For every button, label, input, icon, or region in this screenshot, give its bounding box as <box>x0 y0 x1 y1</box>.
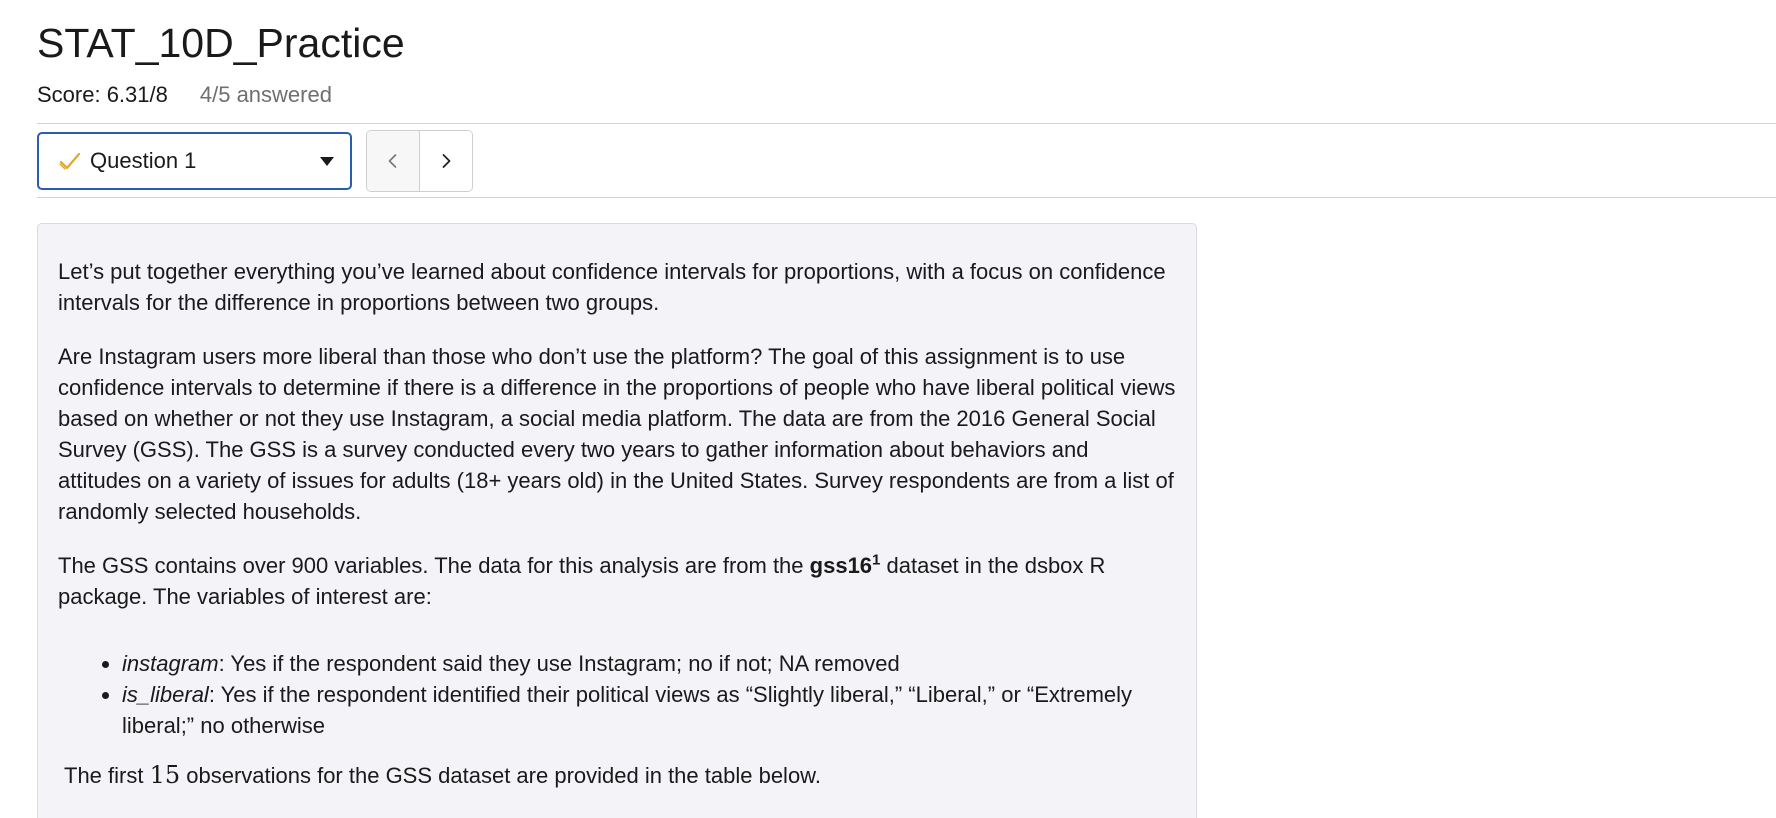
chevron-left-icon <box>385 153 401 169</box>
variable-desc: : Yes if the respondent said they use Instagram; no if not; NA removed <box>218 651 900 676</box>
check-icon <box>59 150 81 172</box>
dataset-paragraph <box>58 550 1176 612</box>
variable-name: is_liberal <box>122 682 209 707</box>
intro-paragraph: Let’s put together everything you’ve learned about confidence intervals for proportions, with a focus on confidence intervals for the difference in proportions between two groups. <box>58 259 1166 315</box>
dataset-text-after: dataset in the dsbox R package. The variables of interest are: <box>58 553 1106 609</box>
table-intro-paragraph <box>58 760 1176 791</box>
variable-name: instagram <box>122 651 219 676</box>
variable-desc: : Yes if the respondent identified their political views as “Slightly liberal,” “Liberal,” or “Extremely liberal;” no otherwise <box>122 682 1133 738</box>
caret-down-icon <box>320 157 334 166</box>
header <box>37 18 405 108</box>
question-content <box>37 223 1197 818</box>
page-title: STAT_10D_Practice <box>37 20 405 66</box>
footnote-link[interactable]: 1 <box>872 551 881 569</box>
score-text: Score: 6.31/8 <box>37 82 168 107</box>
dataset-text-before: The GSS contains over 900 variables. The data for this analysis are from the <box>58 553 810 578</box>
observation-count: 15 <box>149 761 181 789</box>
question-toolbar <box>37 131 473 191</box>
divider <box>37 197 1776 198</box>
question-select[interactable] <box>37 132 352 190</box>
table-intro-after: observations for the GSS dataset are provided in the table below. <box>180 763 821 788</box>
list-item <box>122 679 1176 741</box>
next-question-button[interactable] <box>419 131 472 191</box>
list-item <box>122 648 1176 679</box>
goal-paragraph: Are Instagram users more liberal than those who don’t use the platform? The goal of this assignment is to use confidence intervals to determine if there is a difference in the proportions of people who have liberal political views based on whether or not they use Instagram, a social media platform. The data are from the 2016 General Social Survey (GSS). The GSS is a survey conducted every two years to gather information about behaviors and attitudes on a variety of issues for adults (18+ years old) in the United States. Survey respondents are from a list of randomly selected households. <box>58 344 1176 524</box>
dataset-name: gss16 <box>809 553 873 578</box>
answered-count: 4/5 answered <box>199 82 332 107</box>
score-line <box>37 82 405 108</box>
question-select-value: Question 1 <box>90 148 197 173</box>
question-nav <box>366 130 473 192</box>
divider <box>37 123 1776 124</box>
prev-question-button[interactable] <box>367 131 419 191</box>
table-intro-before: The first <box>64 763 150 788</box>
variables-list <box>58 648 1176 741</box>
chevron-right-icon <box>438 153 454 169</box>
